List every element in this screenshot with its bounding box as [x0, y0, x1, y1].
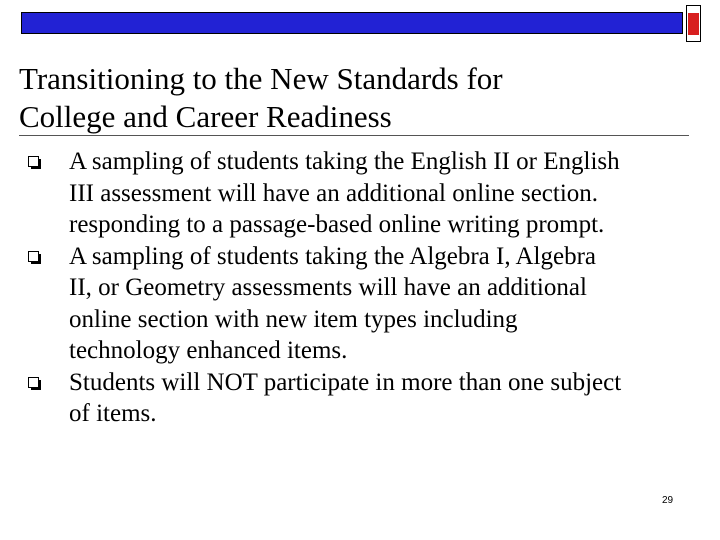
hollow-square-bullet-icon — [28, 377, 39, 388]
bullet-text-line: of items. — [69, 400, 157, 427]
hollow-square-bullet-icon — [28, 251, 39, 262]
bullet-list — [0, 146, 720, 430]
bullet-text-line: III assessment will have an additional online section. — [69, 179, 599, 207]
hollow-square-bullet-icon — [28, 156, 39, 167]
bullet-text-line: responding to a passage-based online writing prompt. — [69, 211, 605, 238]
slide-title-line-2: College and Career Readiness — [19, 99, 392, 134]
corner-accent-box — [686, 5, 701, 42]
bullet-item-participation — [0, 367, 709, 430]
bullet-text-line: A sampling of students taking the English II or English — [69, 148, 620, 175]
bullet-text-line: A sampling of students taking the Algebra I, Algebra — [69, 242, 596, 270]
bullet-text-line: online section with new item types including — [69, 305, 518, 333]
bullet-text-line: Students will NOT participate in more than one subject — [69, 368, 622, 396]
title-underline-rule — [19, 135, 689, 136]
slide-title — [19, 60, 679, 136]
corner-accent-fill — [688, 13, 699, 35]
page-number: 29 — [662, 495, 674, 506]
bullet-item-math — [0, 241, 709, 367]
bullet-text-line: II, or Geometry assessments will have an additional — [69, 274, 587, 301]
bullet-item-english — [0, 146, 709, 241]
bullet-text-line: technology enhanced items. — [69, 337, 348, 364]
top-decorative-bar — [21, 12, 683, 34]
slide-title-line-1: Transitioning to the New Standards for — [19, 61, 503, 96]
